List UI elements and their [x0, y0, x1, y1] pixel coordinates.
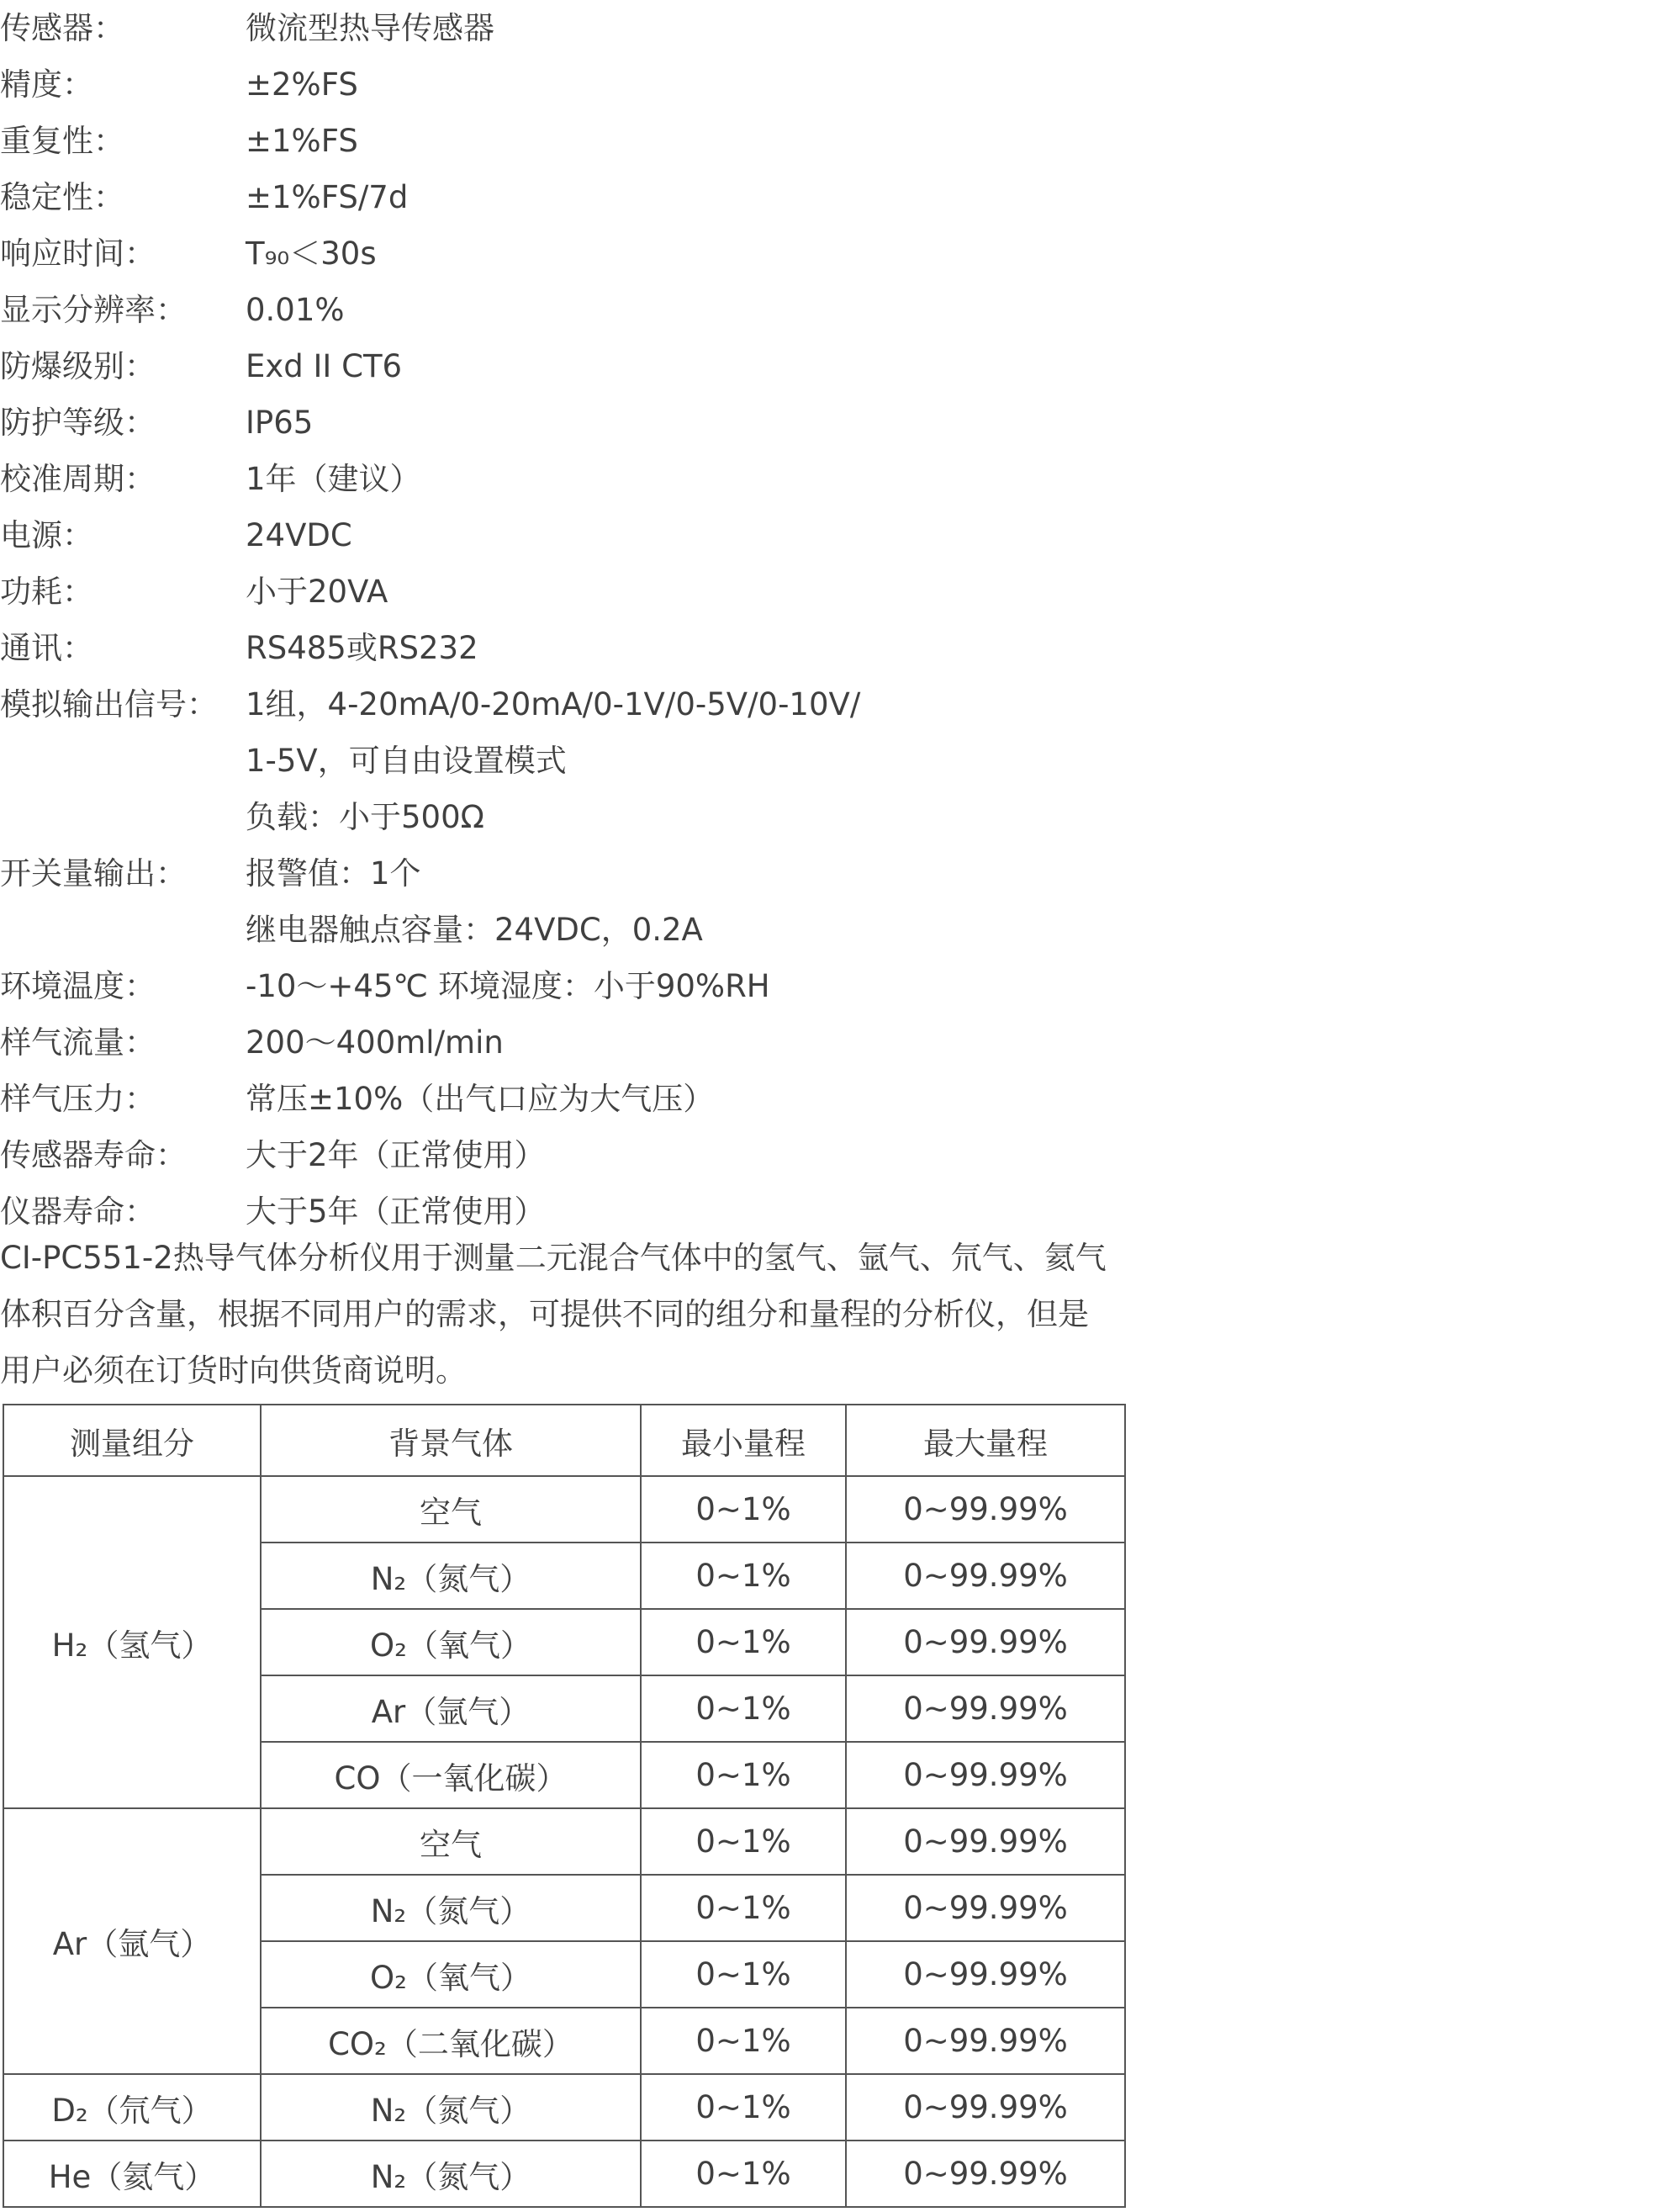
spec-row [0, 56, 1177, 113]
spec-row [0, 282, 1177, 338]
spec-row [0, 169, 1177, 225]
spec-values [246, 620, 1177, 676]
spec-label: 开关量输出： [0, 855, 187, 892]
min-range-cell: 0~1% [641, 1476, 846, 1543]
spec-values [246, 676, 1177, 845]
spec-value: 常压±10%（出气口应为大气压） [246, 1081, 715, 1117]
description-line: 用户必须在订货时向供货商说明。 [0, 1352, 467, 1389]
spec-values [246, 225, 1177, 282]
description [0, 1230, 1118, 1399]
spec-label: 显示分辨率： [0, 292, 187, 328]
spec-row [0, 338, 1177, 394]
min-range-cell: 0~1% [641, 1875, 846, 1941]
spec-list [0, 0, 1177, 1240]
max-range-cell: 0~99.99% [846, 1808, 1125, 1875]
table-row [3, 2074, 1125, 2141]
gas-range-table [3, 1404, 1126, 2208]
spec-value: 小于20VA [246, 574, 388, 610]
table-header-row [3, 1405, 1125, 1476]
background-gas-cell: O₂（氧气） [261, 1609, 641, 1675]
table-row [3, 1808, 1125, 1875]
spec-value: 大于5年（正常使用） [246, 1193, 546, 1230]
spec-value: 继电器触点容量：24VDC，0.2A [246, 912, 703, 948]
min-range-cell: 0~1% [641, 1808, 846, 1875]
spec-value: ±1%FS/7d [246, 179, 409, 215]
spec-values [246, 1071, 1177, 1127]
spec-values [246, 1127, 1177, 1183]
min-range-cell: 0~1% [641, 2141, 846, 2207]
spec-row [0, 958, 1177, 1014]
spec-label: 防爆级别： [0, 348, 156, 384]
spec-label: 传感器： [0, 10, 124, 46]
spec-row [0, 113, 1177, 169]
spec-value: IP65 [246, 405, 314, 441]
min-range-cell: 0~1% [641, 1675, 846, 1742]
spec-value: 200～400ml/min [246, 1024, 504, 1061]
table-row [3, 1476, 1125, 1543]
min-range-cell: 0~1% [641, 1742, 846, 1808]
spec-value: 0.01% [246, 292, 345, 328]
background-gas-cell: CO₂（二氧化碳） [261, 2008, 641, 2074]
min-range-cell: 0~1% [641, 1609, 846, 1675]
spec-row [0, 1127, 1177, 1183]
max-range-cell: 0~99.99% [846, 1742, 1125, 1808]
spec-row [0, 676, 1177, 845]
spec-value: -10～+45℃ 环境湿度：小于90%RH [246, 968, 770, 1004]
spec-row [0, 507, 1177, 564]
background-gas-cell: 空气 [261, 1808, 641, 1875]
spec-row [0, 394, 1177, 451]
spec-values [246, 56, 1177, 113]
max-range-cell: 0~99.99% [846, 1543, 1125, 1609]
header-min-range: 最小量程 [641, 1405, 846, 1476]
spec-value: 大于2年（正常使用） [246, 1137, 546, 1173]
max-range-cell: 0~99.99% [846, 1875, 1125, 1941]
spec-value: 微流型热导传感器 [246, 10, 494, 46]
spec-label: 重复性： [0, 123, 124, 159]
spec-values [246, 394, 1177, 451]
spec-label: 校准周期： [0, 461, 156, 497]
spec-label: 电源： [0, 517, 93, 553]
spec-row [0, 225, 1177, 282]
max-range-cell: 0~99.99% [846, 2008, 1125, 2074]
spec-values [246, 282, 1177, 338]
spec-label: 功耗： [0, 574, 93, 610]
background-gas-cell: Ar（氩气） [261, 1675, 641, 1742]
spec-label: 样气压力： [0, 1081, 156, 1117]
header-component: 测量组分 [3, 1405, 261, 1476]
spec-value: ±2%FS [246, 66, 358, 103]
spec-row [0, 845, 1177, 958]
spec-label: 模拟输出信号： [0, 686, 218, 722]
spec-row [0, 620, 1177, 676]
spec-row [0, 451, 1177, 507]
spec-value: 24VDC [246, 517, 352, 553]
spec-values [246, 1014, 1177, 1071]
component-cell: He（氦气） [3, 2141, 261, 2207]
max-range-cell: 0~99.99% [846, 2074, 1125, 2141]
spec-values [246, 507, 1177, 564]
spec-values [246, 338, 1177, 394]
component-cell: H₂（氢气） [3, 1476, 261, 1808]
component-cell: Ar（氩气） [3, 1808, 261, 2074]
min-range-cell: 0~1% [641, 2074, 846, 2141]
spec-value: Exd II CT6 [246, 348, 403, 384]
spec-label: 环境温度： [0, 968, 156, 1004]
spec-value: T₉₀＜30s [246, 235, 377, 272]
spec-value: 报警值：1个 [246, 855, 421, 892]
spec-value: 1组，4-20mA/0-20mA/0-1V/0-5V/0-10V/ [246, 686, 861, 722]
min-range-cell: 0~1% [641, 2008, 846, 2074]
spec-value: 1年（建议） [246, 461, 421, 497]
spec-label: 样气流量： [0, 1024, 156, 1061]
max-range-cell: 0~99.99% [846, 2141, 1125, 2207]
background-gas-cell: N₂（氮气） [261, 2141, 641, 2207]
background-gas-cell: N₂（氮气） [261, 1875, 641, 1941]
spec-values [246, 845, 1177, 958]
max-range-cell: 0~99.99% [846, 1941, 1125, 2008]
spec-label: 精度： [0, 66, 93, 103]
spec-row [0, 1014, 1177, 1071]
background-gas-cell: 空气 [261, 1476, 641, 1543]
spec-values [246, 958, 1177, 1014]
spec-row [0, 1071, 1177, 1127]
spec-label: 防护等级： [0, 405, 156, 441]
spec-values [246, 169, 1177, 225]
spec-values [246, 564, 1177, 620]
background-gas-cell: CO（一氧化碳） [261, 1742, 641, 1808]
spec-value: ±1%FS [246, 123, 358, 159]
max-range-cell: 0~99.99% [846, 1476, 1125, 1543]
spec-label: 传感器寿命： [0, 1137, 187, 1173]
description-line: CI-PC551-2热导气体分析仪用于测量二元混合气体中的氢气、氩气、氘气、氦气 [0, 1240, 1107, 1276]
spec-value: RS485或RS232 [246, 630, 478, 666]
component-cell: D₂（氘气） [3, 2074, 261, 2141]
max-range-cell: 0~99.99% [846, 1675, 1125, 1742]
spec-row [0, 0, 1177, 56]
background-gas-cell: O₂（氧气） [261, 1941, 641, 2008]
background-gas-cell: N₂（氮气） [261, 2074, 641, 2141]
description-line: 体积百分含量，根据不同用户的需求，可提供不同的组分和量程的分析仪，但是 [0, 1296, 1089, 1332]
header-max-range: 最大量程 [846, 1405, 1125, 1476]
spec-value: 1-5V，可自由设置模式 [246, 743, 567, 779]
spec-label: 仪器寿命： [0, 1193, 156, 1230]
spec-values [246, 451, 1177, 507]
spec-value: 负载：小于500Ω [246, 799, 484, 835]
spec-row [0, 564, 1177, 620]
spec-values [246, 113, 1177, 169]
min-range-cell: 0~1% [641, 1941, 846, 2008]
spec-label: 通讯： [0, 630, 93, 666]
max-range-cell: 0~99.99% [846, 1609, 1125, 1675]
background-gas-cell: N₂（氮气） [261, 1543, 641, 1609]
spec-values [246, 0, 1177, 56]
header-background-gas: 背景气体 [261, 1405, 641, 1476]
table-row [3, 2141, 1125, 2207]
spec-label: 响应时间： [0, 235, 156, 272]
spec-label: 稳定性： [0, 179, 124, 215]
min-range-cell: 0~1% [641, 1543, 846, 1609]
